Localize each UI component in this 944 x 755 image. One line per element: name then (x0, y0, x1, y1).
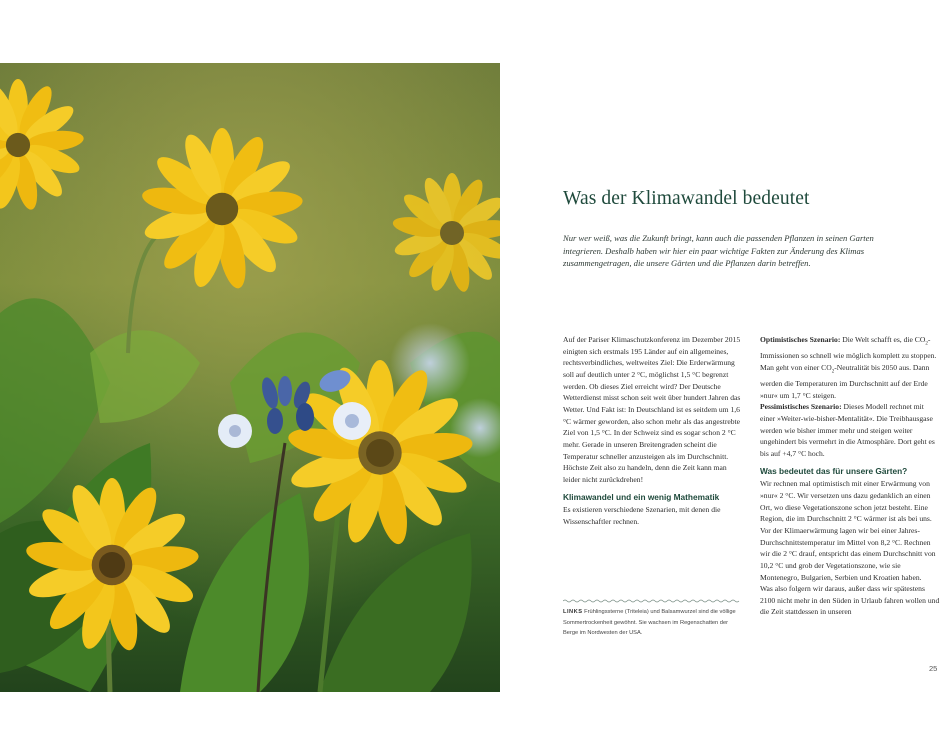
scenario-label: Pessimistisches Szenario: (760, 402, 842, 412)
scenario-text: Die Welt schafft es, die CO (842, 335, 926, 344)
caption-text: Frühlingssterne (Triteleia) und Balsamwurzel sind die völlige Sommertrockenheit gewöhnt. Sie wachsen im Regenschatten der Berge im Nordwesten der USA. (563, 609, 736, 636)
column-left (563, 334, 741, 528)
subscript: 2 (925, 341, 928, 347)
caption-label: LINKS (563, 609, 583, 615)
flower-photo (0, 63, 500, 692)
body-paragraph: Wir rechnen mal optimistisch mit einer Erwärmung von »nur« 2 °C. Wir versetzen uns dazu gedanklich an einen Ort, wo diese Vegetationszone schon jetzt besteht. Eine Region, die im Durchschnitt 2 °C wärmer ist als bei uns. Vor der Klimaerwärmung lagen wir bei einer Jahres-Durchschnittstemperatur im Mittel von 8,2 °C. Rechnen wir die 2 °C drauf, entspricht das einem Durchschnitt von 10,2 °C und grob der Vegetationszone, wie sie Montenegro, Bulgarien, Serbien und Kroatien haben. (760, 479, 936, 582)
intro-paragraph: Nur wer weiß, was die Zukunft bringt, kann auch die passenden Pflanzen in seinen Garten integrieren. Deshalb haben wir hier ein paar wichtige Fakten zur Änderung des Klimas zusammengetragen, die unsere Gärten und die Pflanzen darin betreffen. (563, 233, 874, 269)
scenario-text: -Neutralität bis 2050 aus. Dann werden die Temperaturen im Durchschnitt auf der Erde »nur« um 1,7 °C steigen. (760, 362, 930, 400)
body-paragraph: Es existieren verschiedene Szenarien, mit denen die Wissenschaftler rechnen. (563, 505, 721, 526)
scenario-text: Dieses Modell rechnet mit einer »Weiter-wie-bisher-Mentalität«. Die Treibhausgase werden wie bisher immer mehr und steigen weiter ungehindert bis vermehrt in die Atmosphäre. Dort geht es bis auf +4,7 °C hoch. (760, 402, 935, 458)
pessimistic-scenario (760, 401, 940, 459)
column-right (760, 334, 940, 618)
scenario-label: Optimistisches Szenario: (760, 335, 841, 344)
photo-caption (563, 607, 739, 639)
optimistic-scenario (760, 334, 940, 401)
wavy-divider (563, 599, 741, 603)
page-number: 25 (929, 664, 938, 673)
scenario-text: -Immissionen so schnell wie möglich komplett zu stoppen. Man geht von einer CO (760, 335, 937, 372)
subscript: 2 (831, 369, 835, 375)
body-paragraph: Was also folgern wir daraus, außer dass wir spätestens 2100 nicht mehr in den Süden in Urlaub fahren wollen und die Zeit stattdessen in unseren (760, 584, 940, 617)
section-heading: Was bedeutet das für unsere Gärten? (760, 465, 908, 476)
section-heading: Klimawandel und ein wenig Mathematik (563, 491, 720, 502)
page-title: Was der Klimawandel bedeutet (563, 188, 810, 209)
body-paragraph: Auf der Pariser Klimaschutzkonferenz im Dezember 2015 einigten sich erstmals 195 Länder auf ein allgemeines, rechtsverbindliches, weltweites Ziel: Die Erderwärmung soll auf deutlich unter 2 °C, möglichst 1,5 °C begrenzt werden. Ob dieses Ziel erreicht wird? Der Deutsche Wetterdienst misst schon seit weit über hundert Jahren das Wetter. Und Fakt ist: In Deutschland ist es seitdem um 1,6 °C wärmer geworden, also schon mehr als das angestrebte Ziel von 1,5 °C. In der Schweiz sind es sogar schon 2 °C mehr. Gerade in unseren Breitengraden scheint die Temperatur schneller anzusteigen als im Durchschnitt. Höchste Zeit also zu handeln, denn die Zeit kann man leider nicht zurückdrehen! (563, 335, 741, 484)
